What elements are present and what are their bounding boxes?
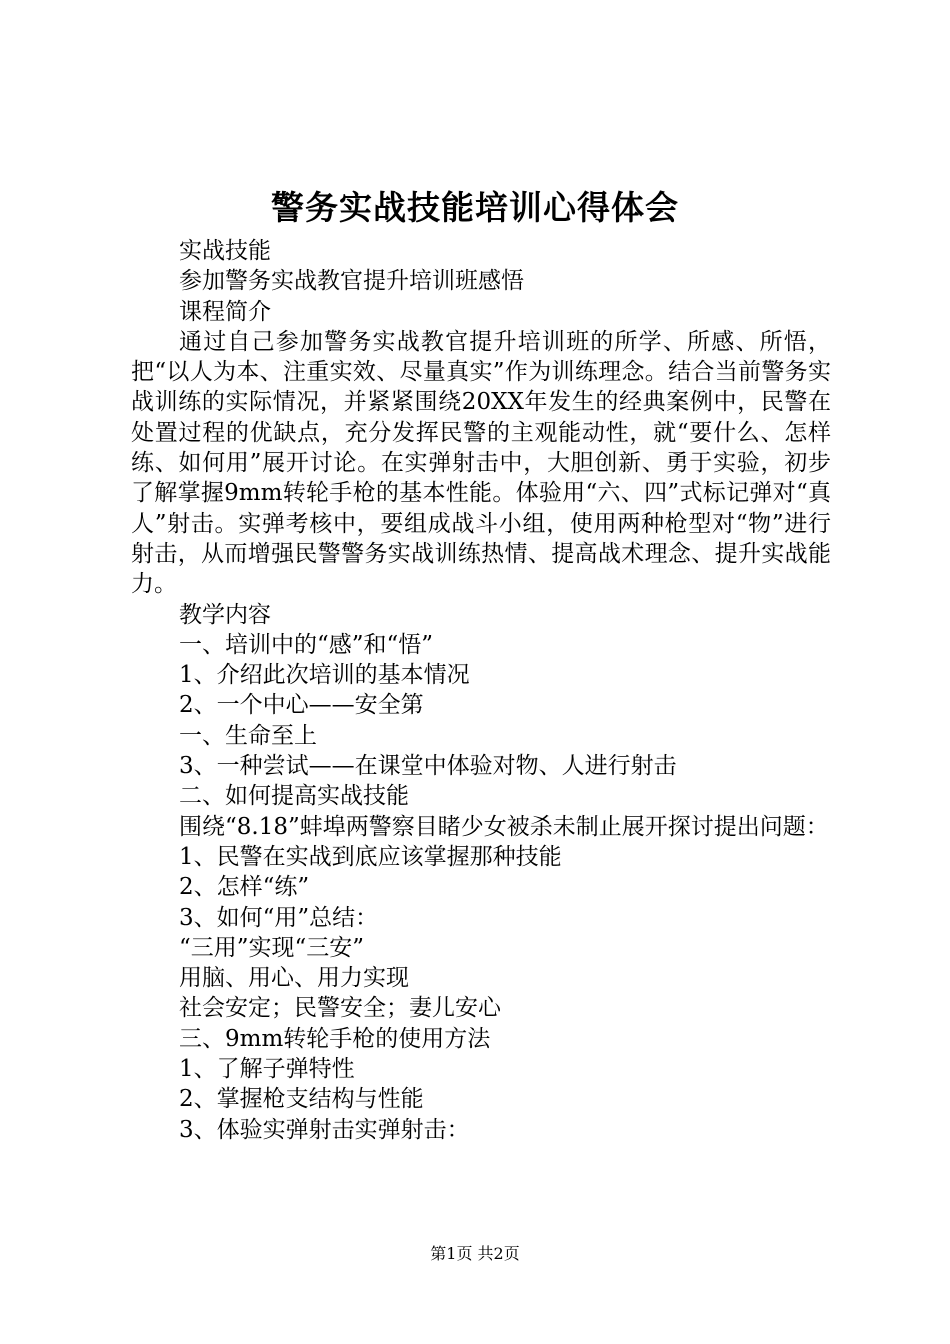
text-line: 3、一种尝试——在课堂中体验对物、人进行射击	[179, 753, 677, 780]
text-line: 社会安定；民警安全；妻儿安心	[179, 995, 501, 1022]
text-line: 实战技能	[179, 238, 271, 264]
text-line: 参加警务实战教官提升培训班感悟	[179, 268, 524, 295]
text-line: 教学内容	[179, 601, 271, 628]
text-line: “三用”实现“三安”	[179, 934, 365, 961]
text-line: 2、掌握枪支结构与性能	[179, 1086, 424, 1113]
text-line: 1、了解子弹特性	[179, 1056, 355, 1083]
section-heading: 一、培训中的“感”和“悟”	[179, 631, 434, 658]
section-heading: 二、如何提高实战技能	[179, 783, 409, 810]
text-line: 用脑、用心、用力实现	[179, 965, 409, 992]
document-body	[131, 236, 831, 1145]
page-title: 警务实战技能培训心得体会	[271, 188, 679, 227]
text-line: 3、如何“用”总结：	[179, 904, 379, 931]
text-line: 1、民警在实战到底应该掌握那种技能	[179, 843, 562, 870]
text-line: 课程简介	[179, 298, 271, 325]
text-line: 2、怎样“练”	[179, 874, 310, 901]
text-line: 1、介绍此次培训的基本情况	[179, 662, 470, 689]
page-number-footer: 第1页 共2页	[430, 1244, 520, 1263]
section-heading: 三、9mm转轮手枪的使用方法	[179, 1025, 491, 1052]
text-line: 3、体验实弹射击实弹射击：	[179, 1116, 470, 1143]
text-line: 2、一个中心——安全第	[179, 692, 424, 719]
text-line: 一、生命至上	[179, 722, 317, 749]
discussion-paragraph: 围绕“8.18”蚌埠两警察目睹少女被杀未制止展开探讨提出问题：	[179, 813, 829, 840]
intro-paragraph: 通过自己参加警务实战教官提升培训班的所学、所感、所悟，把“以人为本、注重实效、尽量真实”作为训练理念。结合当前警务实战训练的实际情况，并紧紧围绕20XX年发生的经典案例中，民警在处置过程的优缺点，充分发挥民警的主观能动性，就“要什么、怎样练、如何用”展开讨论。在实弹射击中，大胆创新、勇于实验，初步了解掌握9mm转轮手枪的基本性能。体验用“六、四”式标记弹对“真人”射击。实弹考核中，要组成战斗小组，使用两种枪型对“物”进行射击，从而增强民警警务实战训练热情、提高战术理念、提升实战能力。	[131, 328, 831, 598]
